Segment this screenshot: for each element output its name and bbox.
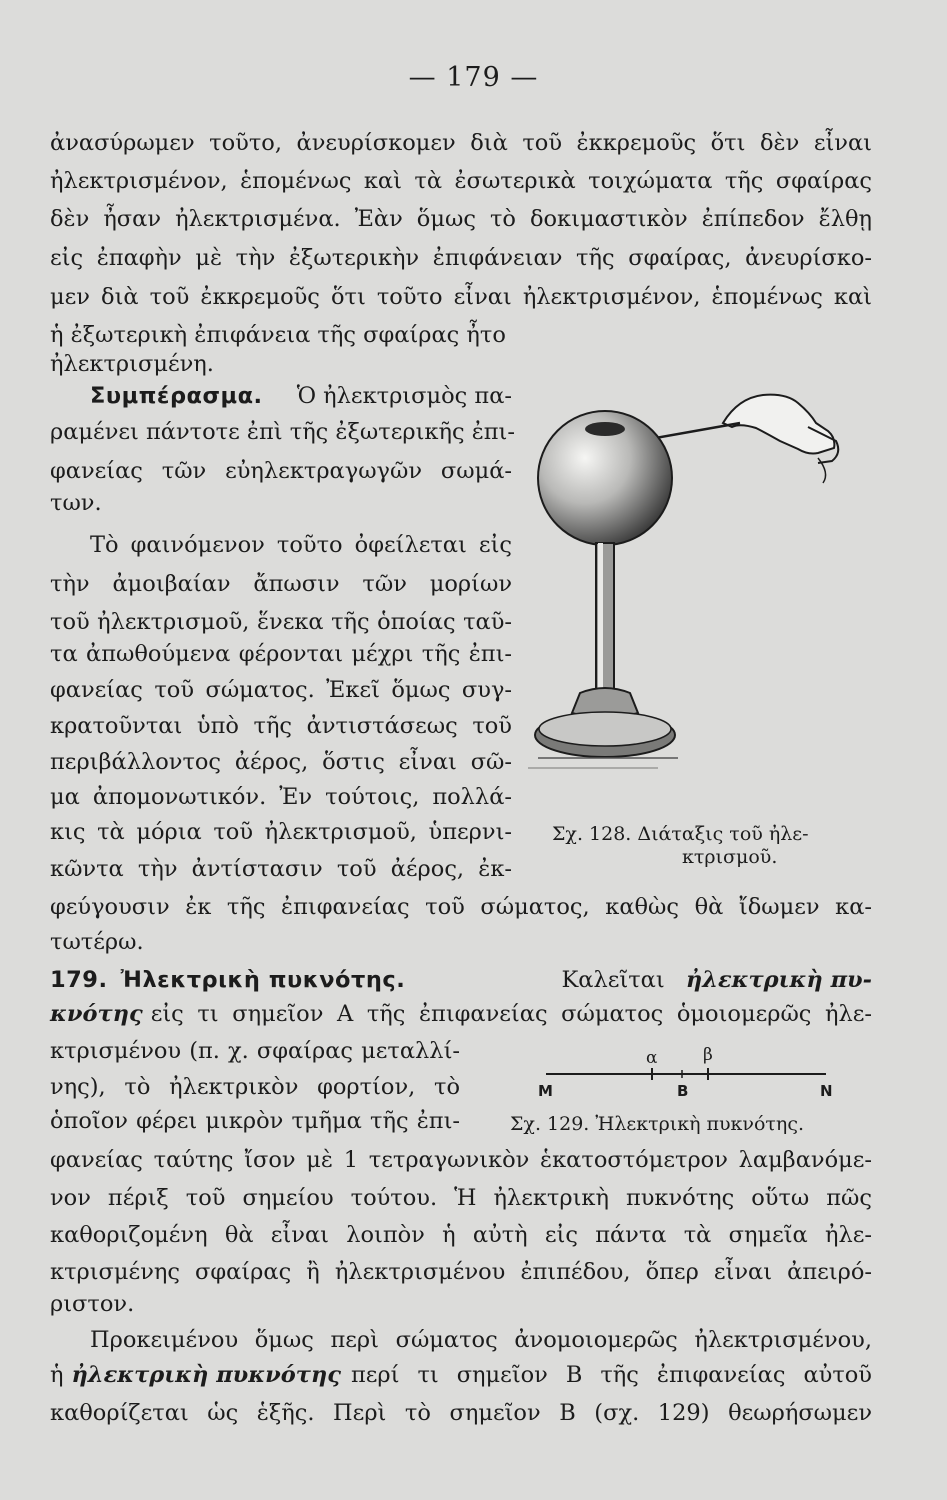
text-line: των. <box>50 490 102 516</box>
text-line: φανείας ταύτης ἴσον μὲ 1 τετραγωνικὸν ἑκατοστόμετρον λαμβανόμε- <box>50 1147 872 1173</box>
text-fragment: περί τι σημεῖον Β τῆς ἐπιφανείας αὐτοῦ <box>350 1362 872 1388</box>
text-fragment: ἡ <box>50 1362 64 1388</box>
term-electric-density: ἠλεκτρικὴ πυ- <box>685 967 872 993</box>
text-fragment: εἰς τι σημεῖον Α τῆς ἐπιφανείας σώματος ὁμοιομερῶς ἠλε- <box>150 1001 872 1027</box>
text-line-with-term <box>50 1364 872 1387</box>
section-179-line-2 <box>50 1003 872 1026</box>
text-line: νης), τὸ ἠλεκτρικὸν φορτίον, τὸ <box>50 1074 460 1100</box>
text-line: φανείας τοῦ σώματος. Ἐκεῖ ὅμως συγ- <box>50 677 512 703</box>
figure-129-label-b: β <box>703 1045 713 1065</box>
text-line: μεν διὰ τοῦ ἐκκρεμοῦς ὅτι τοῦτο εἶναι ἠλεκτρισμένον, ἑπομένως καὶ <box>50 284 872 310</box>
text-line: ἠλεκτρισμένον, ἑπομένως καὶ τὰ ἐσωτερικὰ τοιχώματα τῆς σφαίρας <box>50 168 872 194</box>
text-line: καθορίζεται ὡς ἑξῆς. Περὶ τὸ σημεῖον Β (σχ. 129) θεωρήσωμεν <box>50 1400 872 1426</box>
text-line: ραμένει πάντοτε ἐπὶ τῆς ἐξωτερικῆς ἐπι- <box>50 419 515 445</box>
term-electric-density-cont: κνότης <box>50 1001 143 1027</box>
text-line: ἠλεκτρισμένη. <box>50 351 214 377</box>
figure-129-label-N: N <box>820 1082 833 1100</box>
section-title: Ἠλεκτρικὴ πυκνότης. <box>120 967 406 993</box>
text-fragment: Καλεῖται <box>561 967 665 993</box>
text-line: ἀνασύρωμεν τοῦτο, ἀνευρίσκομεν διὰ τοῦ ἐκκρεμοῦς ὅτι δὲν εἶναι <box>50 130 872 156</box>
text-line: κτρισμένου (π. χ. σφαίρας μεταλλί- <box>50 1038 460 1064</box>
text-line: καθοριζομένη θὰ εἶναι λοιπὸν ἡ αὐτὴ εἰς πάντα τὰ σημεῖα ἠλε- <box>50 1222 872 1248</box>
section-number: 179. <box>50 967 108 993</box>
page-number: — 179 — <box>408 62 539 93</box>
figure-129-caption: Σχ. 129. Ἠλεκτρικὴ πυκνότης. <box>510 1113 804 1135</box>
text-line: νον πέριξ τοῦ σημείου τούτου. Ἡ ἠλεκτρικὴ πυκνότης οὕτω πῶς <box>50 1185 872 1211</box>
text-line: δὲν ἦσαν ἠλεκτρισμένα. Ἐὰν ὅμως τὸ δοκιμαστικὸν ἐπίπεδον ἔλθῃ <box>50 206 872 232</box>
text-line: τὴν ἀμοιβαίαν ἄπωσιν τῶν μορίων <box>50 571 512 597</box>
conclusion-heading: Συμπέρασμα. <box>90 383 263 409</box>
text-line: μα ἀπομονωτικόν. Ἐν τούτοις, πολλά- <box>50 784 512 810</box>
figure-128-illustration <box>518 383 848 803</box>
section-179-heading-line <box>50 969 872 992</box>
text-fragment: Ὁ ἠλεκτρισμὸς πα- <box>296 383 512 409</box>
figure-129-label-B: B <box>677 1082 689 1100</box>
text-line: φανείας τῶν εὐηλεκτραγωγῶν σωμά- <box>50 458 512 484</box>
figure-129-label-M: M <box>538 1082 553 1100</box>
text-line: περιβάλλοντος ἀέρος, ὅστις εἶναι σῶ- <box>50 749 512 775</box>
figure-128-caption-1: Σχ. 128. Διάταξις τοῦ ἠλε- <box>552 823 809 845</box>
text-line: εἰς ἐπαφὴν μὲ τὴν ἐξωτερικὴν ἐπιφάνειαν τῆς σφαίρας, ἀνευρίσκο- <box>50 245 872 271</box>
text-line: φεύγουσιν ἐκ τῆς ἐπιφανείας τοῦ σώματος, καθὼς θὰ ἴδωμεν κα- <box>50 894 872 920</box>
text-line: τωτέρω. <box>50 929 144 955</box>
conclusion-line <box>90 385 512 408</box>
text-line: ἡ ἐξωτερικὴ ἐπιφάνεια τῆς σφαίρας ἦτο <box>50 322 506 348</box>
text-line: κῶντα τὴν ἀντίστασιν τοῦ ἀέρος, ἐκ- <box>50 856 512 882</box>
figure-129-diagram <box>540 1046 840 1106</box>
text-line: κτρισμένης σφαίρας ἢ ἠλεκτρισμένου ἐπιπέδου, ὅπερ εἶναι ἀπειρό- <box>50 1259 872 1285</box>
text-line: τοῦ ἠλεκτρισμοῦ, ἕνεκα τῆς ὁποίας ταῦ- <box>50 609 512 635</box>
text-line: κρατοῦνται ὑπὸ τῆς ἀντιστάσεως τοῦ <box>50 713 512 739</box>
text-line: Προκειμένου ὅμως περὶ σώματος ἀνομοιομερῶς ἠλεκτρισμένου, <box>90 1327 872 1353</box>
text-line: τα ἀπωθούμενα φέρονται μέχρι τῆς ἐπι- <box>50 641 512 667</box>
text-line: ριστον. <box>50 1291 135 1317</box>
figure-129-label-a: α <box>646 1048 658 1068</box>
text-line: κις τὰ μόρια τοῦ ἠλεκτρισμοῦ, ὑπερνι- <box>50 819 512 845</box>
text-line: Τὸ φαινόμενον τοῦτο ὀφείλεται εἰς <box>90 532 512 558</box>
figure-128-caption-2: κτρισμοῦ. <box>682 846 778 868</box>
text-line: ὁποῖον φέρει μικρὸν τμῆμα τῆς ἐπι- <box>50 1108 460 1134</box>
term-electric-density-2: ἠλεκτρικὴ πυκνότης <box>71 1362 341 1388</box>
